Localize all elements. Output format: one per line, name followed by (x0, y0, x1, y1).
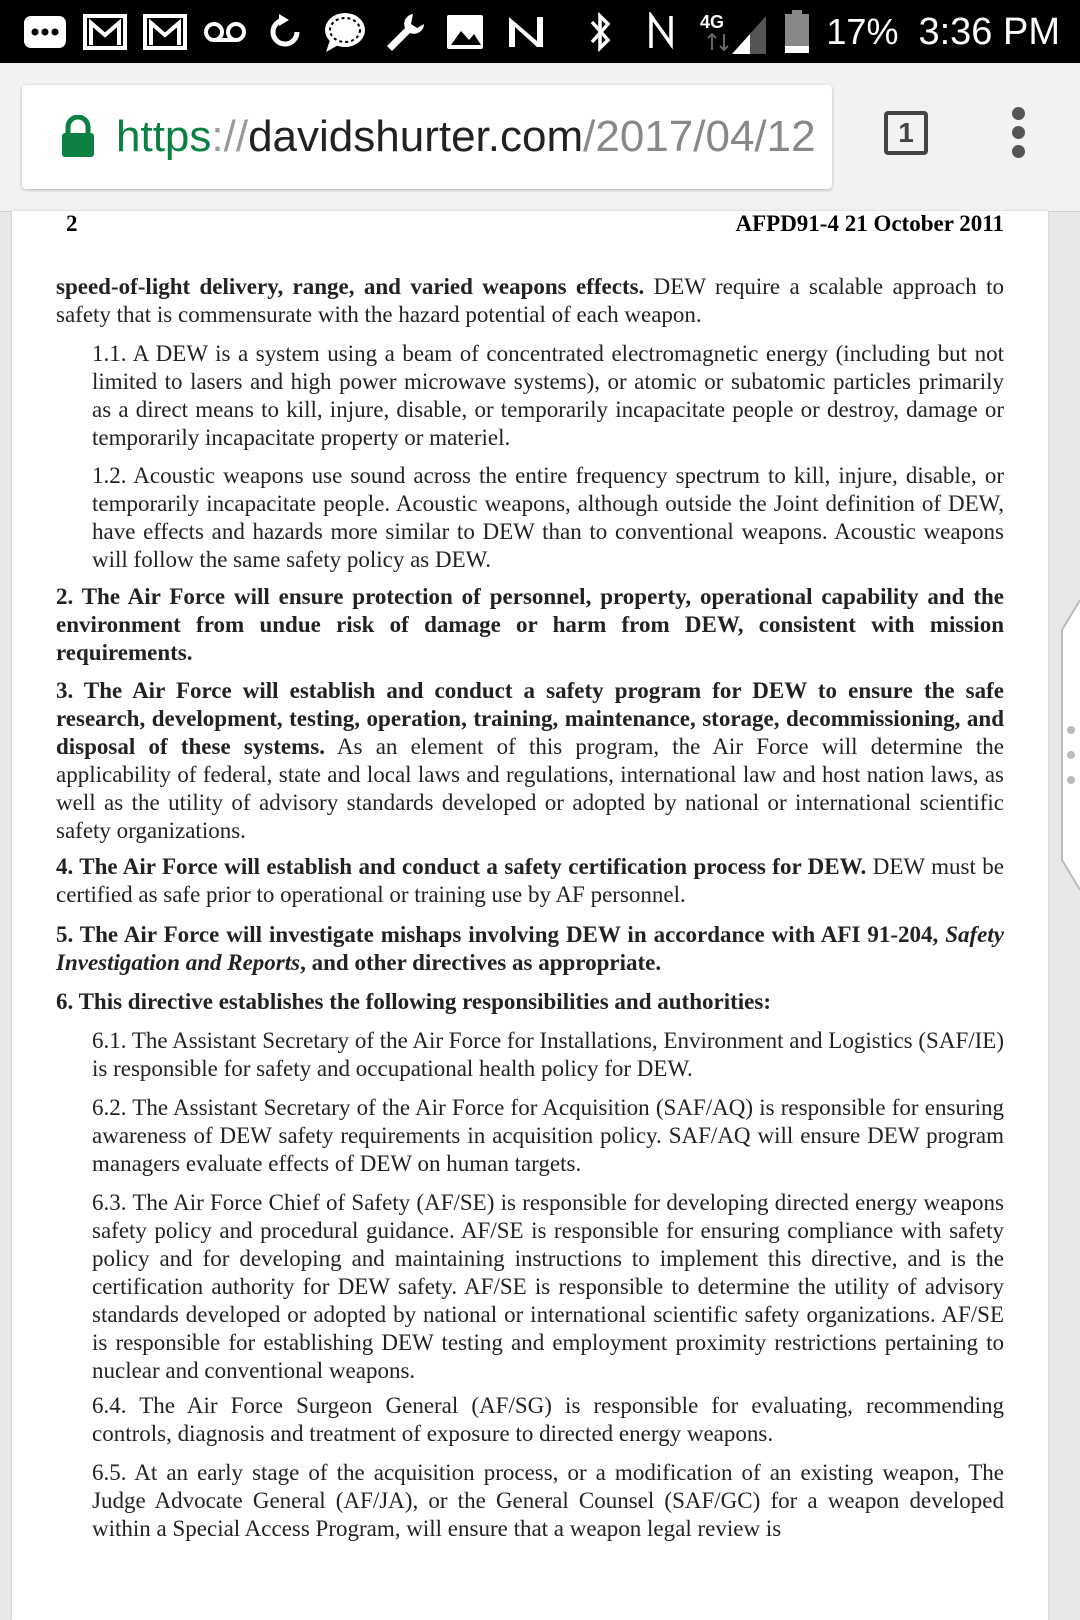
paragraph-6-3: 6.3. The Air Force Chief of Safety (AF/SE) is responsible for developing directed energy weapons safety policy and procedural guidance. AF/SE is responsible for ensuring compliance with safety policy and for developing and maintaining instructions to implement this directive, and is the certification authority for DEW safety. AF/SE is responsible to determine the utility of advisory standards developed or adopted by national or international scientific safety organizations. AF/SE is responsible for establishing DEW testing and employment proximity restrictions pertaining to nuclear and conventional weapons. (92, 1190, 1004, 1383)
paragraph-6-2: 6.2. The Assistant Secretary of the Air Force for Acquisition (SAF/AQ) is responsible for ensuring awareness of DEW safety requirements in acquisition policy. SAF/AQ will ensure DEW program managers evaluate effects of DEW on human targets. (92, 1095, 1004, 1176)
paragraph-3 (56, 677, 1004, 845)
edge-panel-handle[interactable] (1060, 600, 1080, 890)
voicemail-icon (202, 12, 248, 52)
overflow-menu-icon[interactable] (1006, 107, 1030, 167)
paragraph-5 (56, 921, 1004, 977)
paragraph-4 (56, 853, 1004, 909)
paragraph-4-bold: 4. The Air Force will establish and conduct a safety certification process for DEW. (56, 854, 867, 879)
paragraph-3-bold: 3. The Air Force will establish and conduct a safety program for DEW to ensure the safe research, development, testing, operation, training, maintenance, storage, decommissioning, and disposal of these systems. (56, 678, 1004, 759)
intro-text: DEW require a scalable approach to safety that is commensurate with the hazard potential of each weapon. (56, 274, 1005, 327)
gmail-icon (142, 12, 188, 52)
paragraph-4-text: DEW must be certified as safe prior to operational or training use by AF personnel. (56, 854, 1004, 907)
notification-icons (22, 8, 548, 56)
nfc-icon (638, 12, 684, 52)
bluetooth-icon (578, 12, 624, 52)
intro-paragraph (56, 273, 1004, 329)
browser-toolbar (0, 63, 1080, 212)
lock-icon[interactable] (58, 115, 98, 159)
more-notifications-icon (22, 12, 68, 52)
paragraph-1-1: 1.1. A DEW is a system using a beam of concentrated electromagnetic energy (including but not limited to lasers and high power microwave systems), or atomic or subatomic particles primarily as a direct means to kill, injure, disable, or temporarily incapacitate people or destroy, damage or temporarily incapacitate property or materiel. (92, 341, 1004, 450)
paragraph-3-text: As an element of this program, the Air Force will determine the applicability of federal, state and local laws and regulations, international law and host nation laws, as well as the utility of advisory standards developed or adopted by national or international scientific safety organizations. (56, 734, 1005, 843)
tab-switcher-button[interactable]: 1 (884, 111, 928, 155)
paragraph-5-text-b: , and other directives as appropriate. (300, 950, 662, 975)
image-icon (442, 12, 488, 52)
url-path: /2017/04/12 (583, 112, 816, 161)
paragraph-6: 6. This directive establishes the following responsibilities and authorities: (56, 989, 771, 1014)
signal-icon (698, 12, 768, 52)
url-scheme: https (116, 112, 212, 161)
intro-bold: speed-of-light delivery, range, and varied weapons effects. (56, 274, 645, 299)
document-id: AFPD91-4 21 October 2011 (735, 211, 1004, 236)
sync-icon (262, 12, 308, 52)
paragraph-6-5: 6.5. At an early stage of the acquisition process, or a modification of an existing weapon, The Judge Advocate General (AF/JA), or the General Counsel (SAF/GC) for a weapon developed within a Special Access Program, will ensure that a weapon legal review is (92, 1460, 1004, 1541)
network-type-label: 4G (700, 12, 725, 32)
gmail-icon (82, 12, 128, 52)
paragraph-5-title: Safety Investigation and Reports (56, 922, 1004, 975)
url-text[interactable] (116, 107, 816, 167)
battery-percent: 17% (826, 11, 899, 52)
paragraph-5-text-a: 5. The Air Force will investigate mishaps involving DEW in accordance with AFI 91-204, (56, 922, 946, 947)
page-number: 2 (66, 211, 78, 236)
paragraph-6-1: 6.1. The Assistant Secretary of the Air Force for Installations, Environment and Logistics (SAF/IE) is responsible for safety and occupational health policy for DEW. (92, 1028, 1004, 1081)
document-page (12, 211, 1048, 1620)
chat-icon (322, 12, 368, 52)
address-bar[interactable] (22, 85, 832, 189)
paragraph-6-4: 6.4. The Air Force Surgeon General (AF/SG) is responsible for evaluating, recommending controls, diagnosis and treatment of exposure to directed energy weapons. (92, 1393, 1004, 1446)
system-icons (578, 8, 1060, 56)
url-separator: :// (211, 112, 249, 161)
status-bar (0, 0, 1080, 63)
battery-icon (782, 12, 812, 52)
clock: 3:36 PM (918, 10, 1060, 53)
paragraph-1-2: 1.2. Acoustic weapons use sound across the entire frequency spectrum to kill, injure, disable, or temporarily incapacitate people. Acoustic weapons, although outside the Joint definition of DEW, have effects and hazards more similar to DEW than to conventional weapons. Acoustic weapons will follow the same safety policy as DEW. (92, 463, 1004, 572)
wrench-icon (382, 12, 428, 52)
url-host: davidshurter.com (248, 112, 584, 161)
n-icon (502, 12, 548, 52)
paragraph-2: 2. The Air Force will ensure protection of personnel, property, operational capability and the environment from undue risk of damage or harm from DEW, consistent with mission requirements. (56, 584, 1004, 665)
